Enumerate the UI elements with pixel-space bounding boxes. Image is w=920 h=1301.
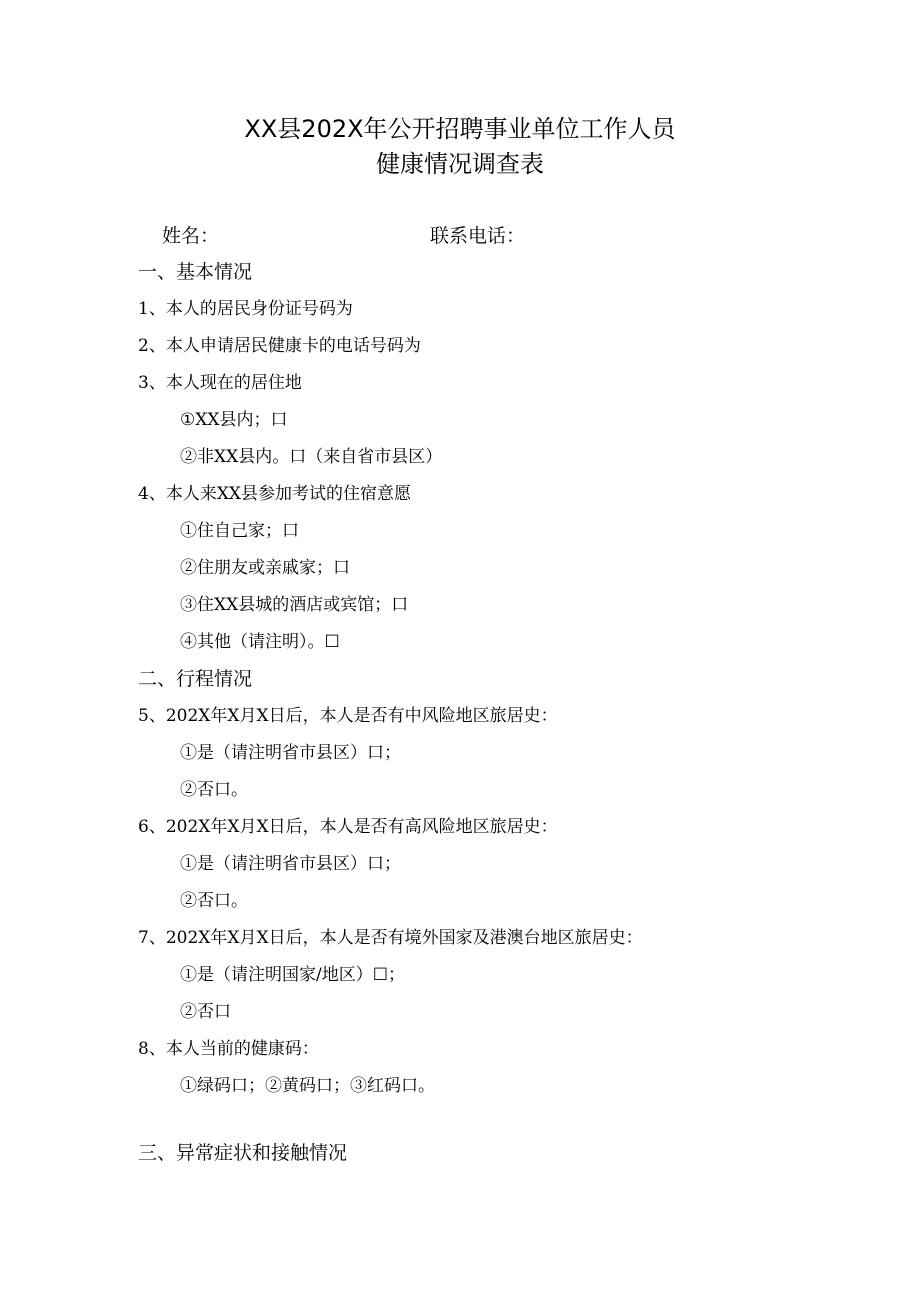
question-5-option-2[interactable]: ②否口。: [180, 780, 248, 800]
question-3-option-2[interactable]: ②非XX县内。口（来自省市县区）: [180, 447, 443, 467]
question-5-option-1[interactable]: ①是（请注明省市县区）口；: [180, 743, 401, 763]
section-heading-travel: 二、行程情况: [138, 668, 253, 690]
question-8: 8、本人当前的健康码：: [138, 1039, 319, 1059]
question-2: 2、本人申请居民健康卡的电话号码为: [138, 336, 421, 356]
question-3-option-1[interactable]: ①XX县内；口: [180, 410, 288, 430]
question-5: 5、202X年X月X日后，本人是否有中风险地区旅居史：: [138, 706, 558, 726]
question-8-options[interactable]: ①绿码口；②黄码口；③红码口。: [180, 1076, 435, 1096]
question-6-option-2[interactable]: ②否口。: [180, 891, 248, 911]
title-line-1: XX县202X年公开招聘事业单位工作人员: [244, 115, 676, 143]
question-3: 3、本人现在的居住地: [138, 373, 302, 393]
section-heading-basic: 一、基本情况: [138, 261, 253, 283]
question-7: 7、202X年X月X日后，本人是否有境外国家及港澳台地区旅居史：: [138, 928, 643, 948]
title-line-2: 健康情况调查表: [376, 150, 544, 178]
section-heading-symptoms: 三、异常症状和接触情况: [138, 1142, 348, 1164]
name-label: 姓名：: [162, 225, 220, 247]
phone-label: 联系电话：: [430, 225, 526, 247]
question-7-option-2[interactable]: ②否口: [180, 1002, 231, 1022]
question-6-option-1[interactable]: ①是（请注明省市县区）口；: [180, 854, 401, 874]
question-4: 4、本人来XX县参加考试的住宿意愿: [138, 484, 412, 504]
applicant-fields: [162, 223, 526, 249]
question-1: 1、本人的居民身份证号码为: [138, 299, 353, 319]
question-4-option-4[interactable]: ④其他（请注明）。☐: [180, 632, 340, 652]
question-7-option-1[interactable]: ①是（请注明国家/地区）☐；: [180, 965, 405, 985]
question-6: 6、202X年X月X日后，本人是否有高风险地区旅居史：: [138, 817, 558, 837]
question-4-option-1[interactable]: ①住自己家；口: [180, 521, 299, 541]
question-4-option-2[interactable]: ②住朋友或亲戚家；口: [180, 558, 350, 578]
question-4-option-3[interactable]: ③住XX县城的酒店或宾馆；口: [180, 595, 409, 615]
